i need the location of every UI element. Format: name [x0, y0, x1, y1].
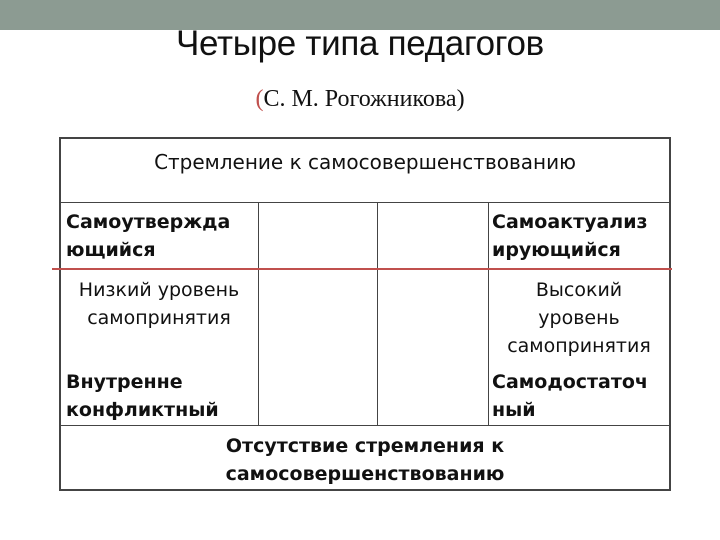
top-label: Стремление к самосовершенствованию: [154, 150, 576, 174]
bottom-label-line1: Отсутствие стремления к: [225, 435, 505, 457]
divider-top: [60, 202, 670, 203]
right-bottom-type-line1: Самодостаточ: [492, 371, 648, 393]
slide-title: Четыре типа педагогов: [176, 24, 544, 63]
left-top-type-line1: Самоутвержда: [66, 211, 231, 233]
subtitle-author: С. М. Рогожникова): [263, 86, 465, 112]
left-top-type-line2: ющийся: [66, 239, 156, 261]
right-bottom-type-line2: ный: [492, 399, 536, 421]
subtitle-open-paren: (: [255, 86, 264, 112]
bottom-label-line2: самосовершенствованию: [225, 463, 505, 485]
left-mid-label-line2: самопринятия: [87, 307, 231, 329]
divider-bottom: [60, 425, 670, 426]
divider-vertical-left: [258, 202, 259, 425]
left-bottom-type-line1: Внутренне: [66, 371, 183, 393]
axis-line-red: [52, 268, 672, 270]
right-top-type-line1: Самоактуализ: [492, 211, 648, 233]
right-mid-label-line2: уровень: [538, 307, 620, 329]
divider-vertical-center: [377, 202, 378, 425]
left-mid-label-line1: Низкий уровень: [78, 279, 240, 301]
right-top-type-line2: ирующийся: [492, 239, 621, 261]
slide-subtitle: [0, 86, 720, 113]
left-bottom-type-line2: конфликтный: [66, 399, 219, 421]
right-mid-label-line3: самопринятия: [507, 335, 651, 357]
right-mid-label-line1: Высокий: [535, 279, 623, 301]
